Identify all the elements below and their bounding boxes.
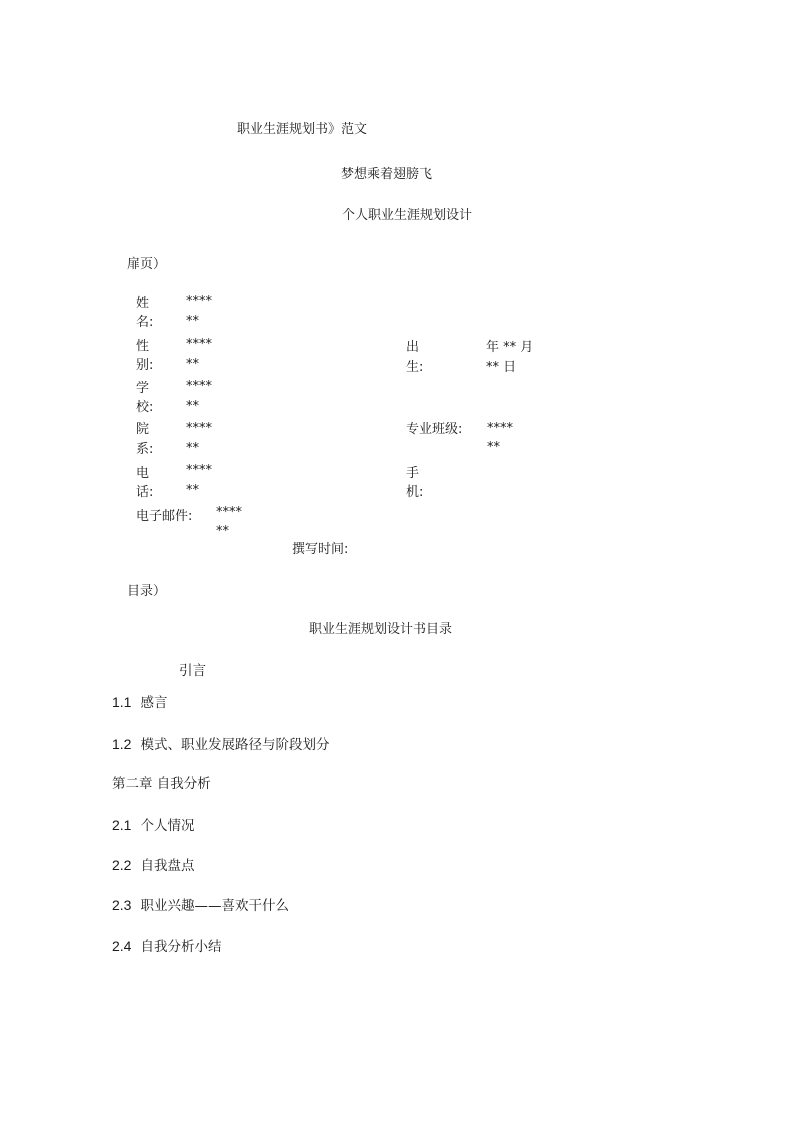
toc-item-1-1 bbox=[112, 693, 167, 712]
toc-item-text: 第二章 自我分析 bbox=[112, 776, 211, 792]
phone-value-line1: **** bbox=[186, 463, 212, 478]
toc-item-1-2 bbox=[112, 735, 329, 754]
gender-label-line2: 别: bbox=[136, 358, 154, 373]
department-value-line1: **** bbox=[186, 421, 212, 436]
department-label-line2: 系: bbox=[136, 442, 154, 457]
toc-item-text: 自我分析小结 bbox=[140, 939, 222, 955]
toc-item-number: 2.1 bbox=[112, 817, 132, 833]
document-subtitle: 梦想乘着翅膀飞 bbox=[341, 167, 433, 182]
toc-item-text: 自我盘点 bbox=[140, 858, 195, 874]
name-label-line1: 姓 bbox=[136, 296, 150, 311]
gender-value-line1: **** bbox=[186, 337, 212, 352]
school-value-line1: **** bbox=[186, 379, 212, 394]
name-value-line1: **** bbox=[186, 294, 212, 309]
school-label-line1: 学 bbox=[136, 381, 150, 396]
birth-label-line2: 生: bbox=[406, 360, 424, 375]
toc-item-number: 2.3 bbox=[112, 897, 132, 913]
department-label-line1: 院 bbox=[136, 422, 150, 437]
toc-item-number: 1.1 bbox=[112, 694, 132, 710]
birth-value-line1: 年 ** 月 bbox=[486, 340, 534, 355]
contents-section-label: 目录） bbox=[127, 584, 167, 599]
name-value-line2: ** bbox=[186, 314, 199, 329]
email-value-line2: ** bbox=[216, 524, 229, 539]
contents-title: 职业生涯规划设计书目录 bbox=[309, 622, 453, 637]
birth-value-line2: ** 日 bbox=[486, 360, 517, 375]
document-title: 职业生涯规划书》范文 bbox=[237, 122, 368, 137]
birth-label-line1: 出 bbox=[406, 340, 420, 355]
toc-item-text: 个人情况 bbox=[140, 818, 195, 834]
phone-label-line2: 话: bbox=[136, 485, 154, 500]
main-title: 个人职业生涯规划设计 bbox=[342, 208, 473, 223]
school-value-line2: ** bbox=[186, 399, 199, 414]
phone-value-line2: ** bbox=[186, 483, 199, 498]
major-class-value-line2: ** bbox=[487, 440, 500, 455]
major-class-value-line1: **** bbox=[487, 421, 513, 436]
email-label: 电子邮件: bbox=[136, 509, 193, 524]
write-time-label: 撰写时间: bbox=[292, 542, 349, 557]
mobile-label-line1: 手 bbox=[406, 466, 420, 481]
toc-item-2-3 bbox=[112, 896, 289, 915]
mobile-label-line2: 机: bbox=[406, 485, 424, 500]
cover-section-label: 扉页） bbox=[127, 257, 167, 272]
gender-value-line2: ** bbox=[186, 357, 199, 372]
name-label-line2: 名: bbox=[136, 315, 154, 330]
toc-item-2-2 bbox=[112, 856, 194, 875]
toc-item-text: 模式、职业发展路径与阶段划分 bbox=[140, 737, 330, 753]
email-value-line1: **** bbox=[216, 505, 242, 520]
department-value-line2: ** bbox=[186, 441, 199, 456]
toc-item-chapter-2 bbox=[112, 775, 211, 793]
toc-item-text: 职业兴趣——喜欢干什么 bbox=[140, 898, 289, 914]
toc-item-number: 2.2 bbox=[112, 857, 132, 873]
toc-item-2-1 bbox=[112, 816, 194, 835]
gender-label-line1: 性 bbox=[136, 339, 150, 354]
phone-label-line1: 电 bbox=[136, 466, 150, 481]
major-class-label: 专业班级: bbox=[406, 422, 463, 437]
toc-item-number: 1.2 bbox=[112, 736, 132, 752]
toc-item-text: 引言 bbox=[179, 663, 206, 679]
school-label-line2: 校: bbox=[136, 400, 154, 415]
toc-item-number: 2.4 bbox=[112, 938, 132, 954]
toc-item-2-4 bbox=[112, 937, 221, 956]
toc-item-introduction bbox=[179, 662, 206, 680]
toc-item-text: 感言 bbox=[140, 695, 168, 711]
